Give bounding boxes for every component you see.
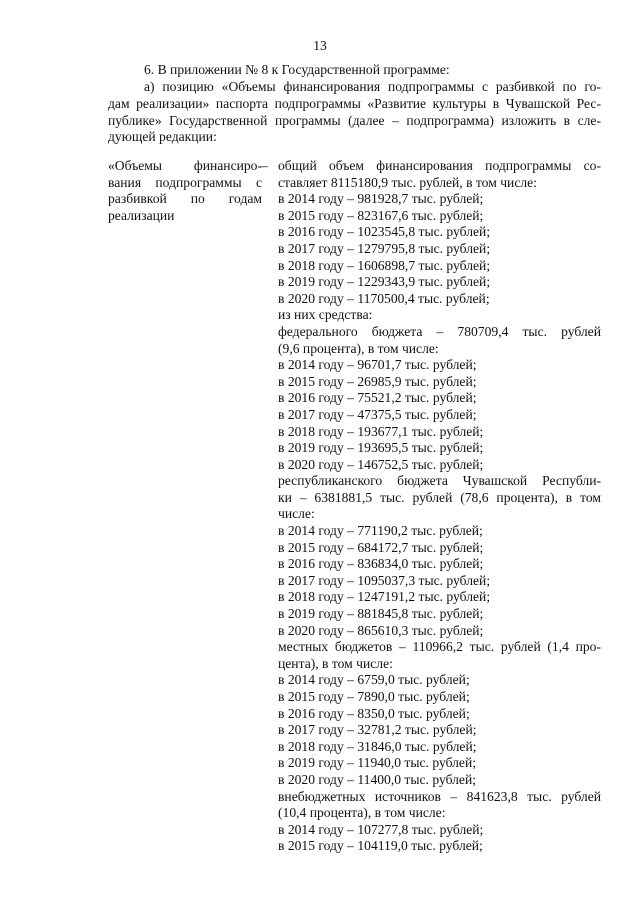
intro-paragraph-line: а) позицию «Объемы финансирования подпрограммы с разбивкой по го-	[144, 79, 601, 94]
right-column-line: ки – 6381881,5 тыс. рублей (78,6 процента), в том	[278, 489, 601, 505]
right-column-line: в 2020 году – 1170500,4 тыс. рублей;	[278, 290, 490, 306]
left-column-line: разбивкой по годам	[108, 191, 262, 207]
left-column-line: реализации	[108, 207, 175, 223]
right-column-line: федерального бюджета – 780709,4 тыс. рублей	[278, 323, 601, 339]
right-column-line: в 2017 году – 1279795,8 тыс. рублей;	[278, 240, 491, 256]
right-column-line: в 2018 году – 193677,1 тыс. рублей;	[278, 423, 484, 439]
intro-paragraph-line: дам реализации» паспорта подпрограммы «Развитие культуры в Чувашской Рес-	[108, 95, 601, 111]
right-column-line: в 2014 году – 6759,0 тыс. рублей;	[278, 672, 470, 688]
right-column-line: в 2016 году – 8350,0 тыс. рублей;	[278, 705, 470, 721]
right-column-line: в 2015 году – 684172,7 тыс. рублей;	[278, 539, 484, 555]
right-column-line: в 2019 году – 881845,8 тыс. рублей;	[278, 606, 484, 622]
right-column-line: в 2017 году – 1095037,3 тыс. рублей;	[278, 572, 491, 588]
right-column-line: в 2020 году – 11400,0 тыс. рублей;	[278, 771, 477, 787]
right-column-line: цента), в том числе:	[278, 655, 393, 671]
right-column-line: в 2017 году – 32781,2 тыс. рублей;	[278, 722, 477, 738]
right-column-line: общий объем финансирования подпрограммы со-	[278, 158, 601, 173]
right-column-line: числе:	[278, 506, 315, 522]
right-column-line: в 2020 году – 146752,5 тыс. рублей;	[278, 456, 484, 472]
right-column-line: внебюджетных источников – 841623,8 тыс. рублей	[278, 788, 601, 804]
right-column-line: в 2015 году – 104119,0 тыс. рублей;	[278, 838, 483, 854]
right-column-line: в 2019 году – 193695,5 тыс. рублей;	[278, 440, 484, 456]
right-column-line: в 2018 году – 31846,0 тыс. рублей;	[278, 738, 477, 754]
left-column-line: вания подпрограммы с	[108, 174, 262, 190]
intro-paragraph-line: публике» Государственной программы (далее – подпрограмма) изложить в сле-	[108, 112, 601, 128]
right-column-line: в 2015 году – 7890,0 тыс. рублей;	[278, 689, 470, 704]
right-column-line: в 2016 году – 1023545,8 тыс. рублей;	[278, 224, 491, 240]
table-right-column	[278, 158, 601, 855]
right-column-line: в 2018 году – 1247191,2 тыс. рублей;	[278, 589, 491, 605]
right-column-line: в 2020 году – 865610,3 тыс. рублей;	[278, 622, 484, 638]
right-column-line: в 2014 году – 96701,7 тыс. рублей;	[278, 357, 477, 373]
right-column-line: в 2018 году – 1606898,7 тыс. рублей;	[278, 257, 491, 273]
right-column-line: в 2016 году – 75521,2 тыс. рублей;	[278, 390, 477, 406]
right-column-line: в 2014 году – 107277,8 тыс. рублей;	[278, 821, 484, 837]
right-column-line: ставляет 8115180,9 тыс. рублей, в том числе:	[278, 174, 537, 190]
right-column-line: в 2019 году – 1229343,9 тыс. рублей;	[278, 274, 491, 290]
right-column-line: в 2017 году – 47375,5 тыс. рублей;	[278, 406, 477, 422]
right-column-line: республиканского бюджета Чувашской Республи-	[278, 473, 601, 489]
right-column-line: из них средства:	[278, 307, 373, 323]
column-separator-dash: –	[261, 158, 268, 173]
intro-paragraph	[108, 79, 601, 146]
right-column-line: в 2014 году – 771190,2 тыс. рублей;	[278, 523, 483, 539]
intro-paragraph-line: дующей редакции:	[108, 129, 217, 145]
right-column-line: в 2019 году – 11940,0 тыс. рублей;	[278, 755, 477, 771]
intro-item-line: 6. В приложении № 8 к Государственной программе:	[144, 62, 450, 77]
right-column-line: в 2015 году – 26985,9 тыс. рублей;	[278, 373, 477, 389]
left-column-line: «Объемы финансиро-	[108, 158, 262, 173]
right-column-line: в 2014 году – 981928,7 тыс. рублей;	[278, 191, 484, 207]
right-column-line: (10,4 процента), в том числе:	[278, 805, 446, 821]
right-column-line: в 2015 году – 823167,6 тыс. рублей;	[278, 207, 484, 223]
right-column-line: (9,6 процента), в том числе:	[278, 340, 439, 356]
table-left-column	[108, 158, 262, 224]
right-column-line: местных бюджетов – 110966,2 тыс. рублей (1,4 про-	[278, 639, 601, 655]
right-column-line: в 2016 году – 836834,0 тыс. рублей;	[278, 556, 484, 572]
page-number: 13	[313, 38, 327, 53]
